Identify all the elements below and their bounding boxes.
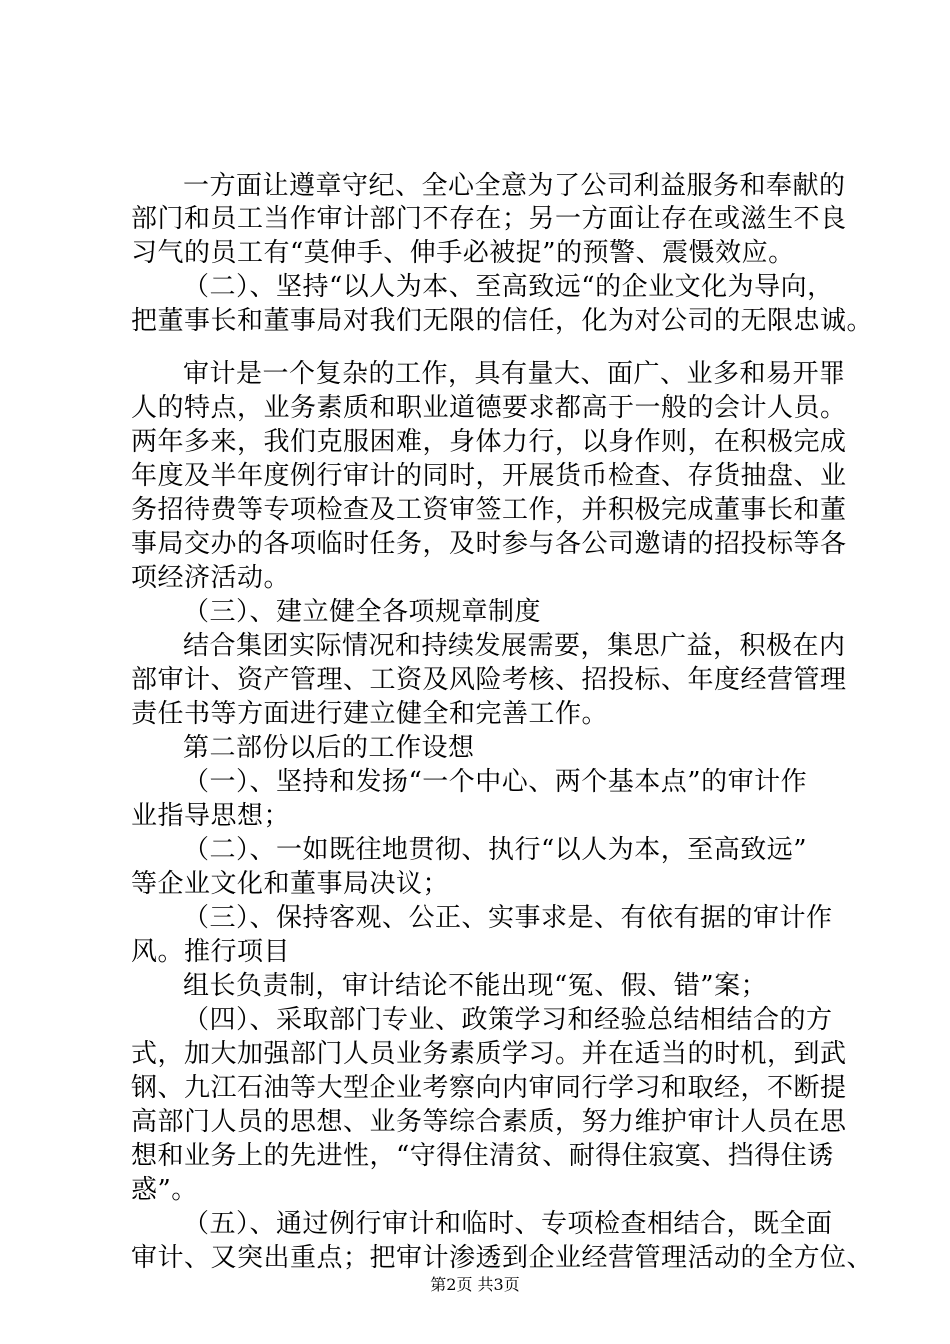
body-line: 式，加大加强部门人员业务素质学习。并在适当的时机，到武 bbox=[131, 1039, 847, 1069]
body-line: 年度及半年度例行审计的同时，开展货币检查、存货抽盘、业 bbox=[131, 461, 847, 491]
body-line: （三）、保持客观、公正、实事求是、有依有据的审计作 bbox=[183, 903, 833, 933]
section-heading: （三）、建立健全各项规章制度 bbox=[183, 597, 542, 627]
body-line: 事局交办的各项临时任务，及时参与各公司邀请的招投标等各 bbox=[131, 529, 847, 559]
body-line: 把董事长和董事局对我们无限的信任，化为对公司的无限忠诚。 bbox=[131, 306, 874, 336]
body-line: 惑”。 bbox=[131, 1175, 198, 1205]
body-line: 两年多来，我们克服困难，身体力行，以身作则，在积极完成 bbox=[131, 427, 847, 457]
body-line: 人的特点，业务素质和职业道德要求都高于一般的会计人员。 bbox=[131, 393, 847, 423]
body-line: 想和业务上的先进性，“守得住清贫、耐得住寂寞、挡得住诱 bbox=[131, 1141, 834, 1171]
body-line: （一）、坚持和发扬“一个中心、两个基本点”的审计作 bbox=[183, 767, 808, 797]
body-line: 项经济活动。 bbox=[131, 563, 291, 593]
body-line: 责任书等方面进行建立健全和完善工作。 bbox=[131, 699, 609, 729]
body-line: 习气的员工有“莫伸手、伸手必被捉”的预警、震慑效应。 bbox=[131, 238, 795, 268]
body-line: 部门和员工当作审计部门不存在；另一方面让存在或滋生不良 bbox=[131, 204, 847, 234]
body-line: 业指导思想； bbox=[131, 801, 291, 831]
body-line: 钢、九江石油等大型企业考察向内审同行学习和取经，不断提 bbox=[131, 1073, 847, 1103]
body-line: 风。推行项目 bbox=[131, 937, 291, 967]
body-line: （二）、坚持“以人为本、至高致远“的企业文化为导向， bbox=[183, 272, 834, 302]
body-line: 等企业文化和董事局决议； bbox=[131, 869, 450, 899]
page-number-footer: 第2页 共3页 bbox=[430, 1275, 520, 1294]
body-line: 一方面让遵章守纪、全心全意为了公司利益服务和奉献的 bbox=[183, 171, 846, 201]
body-line: 组长负责制，审计结论不能出现“冤、假、错”案； bbox=[183, 971, 768, 1001]
body-line: 审计是一个复杂的工作，具有量大、面广、业多和易开罪 bbox=[183, 359, 846, 389]
part-heading: 第二部份以后的工作设想 bbox=[183, 733, 475, 763]
body-line: 审计、又突出重点；把审计渗透到企业经营管理活动的全方位、 bbox=[131, 1243, 874, 1273]
body-line: 高部门人员的思想、业务等综合素质，努力维护审计人员在思 bbox=[131, 1107, 847, 1137]
body-line: （五）、通过例行审计和临时、专项检查相结合，既全面 bbox=[183, 1209, 833, 1239]
body-line: 结合集团实际情况和持续发展需要，集思广益，积极在内 bbox=[183, 631, 846, 661]
body-line: （二）、一如既往地贯彻、执行“以人为本，至高致远” bbox=[183, 835, 808, 865]
body-line: （四）、采取部门专业、政策学习和经验总结相结合的方 bbox=[183, 1005, 833, 1035]
body-line: 部审计、资产管理、工资及风险考核、招投标、年度经营管理 bbox=[131, 665, 847, 695]
body-line: 务招待费等专项检查及工资审签工作，并积极完成董事长和董 bbox=[131, 495, 847, 525]
